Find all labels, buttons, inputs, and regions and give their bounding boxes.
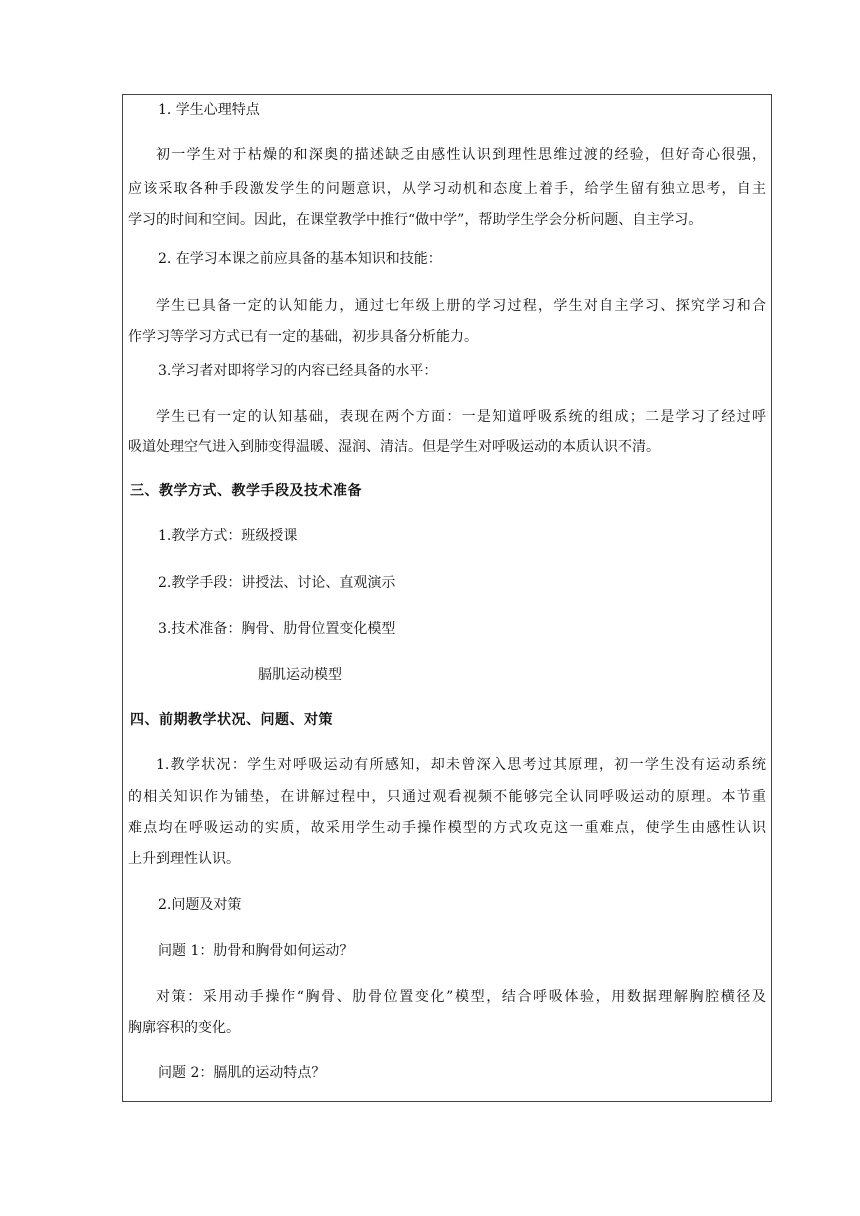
section4-heading: 四、前期教学状况、问题、对策 xyxy=(130,712,333,728)
item3-body-line-2: 吸道处理空气进入到肺变得温暖、湿润、清洁。但是学生对呼吸运动的本质认识不清。 xyxy=(128,439,660,455)
tech-preparation-extra: 膈肌运动模型 xyxy=(258,667,342,683)
item2-title: 2. 在学习本课之前应具备的基本知识和技能： xyxy=(158,251,442,267)
solution-1-line-1: 对策：采用动手操作“胸骨、肋骨位置变化”模型，结合呼吸体验，用数据理解胸腔横径及 xyxy=(156,989,766,1005)
item2-body-line-2: 作学习等学习方式已有一定的基础，初步具备分析能力。 xyxy=(128,329,478,345)
status-body-line-4: 上升到理性认识。 xyxy=(128,851,240,867)
status-body-line-1: 1.教学状况：学生对呼吸运动有所感知，却未曾深入思考过其原理，初一学生没有运动系统 xyxy=(156,757,766,773)
item1-body-line-2: 应该采取各种手段激发学生的问题意识，从学习动机和态度上着手，给学生留有独立思考，自主 xyxy=(128,181,766,197)
item2-body-line-1: 学生已具备一定的认知能力，通过七年级上册的学习过程，学生对自主学习、探究学习和合 xyxy=(156,298,766,314)
teaching-means: 2.教学手段：讲授法、讨论、直观演示 xyxy=(158,575,396,591)
solution-1-line-2: 胸廓容积的变化。 xyxy=(128,1020,240,1036)
teaching-method: 1.教学方式：班级授课 xyxy=(158,528,298,544)
status-body-line-3: 难点均在呼吸运动的实质，故采用学生动手操作模型的方式攻克这一重难点，使学生由感性认识 xyxy=(128,820,766,836)
item3-body-line-1: 学生已有一定的认知基础，表现在两个方面：一是知道呼吸系统的组成；二是学习了经过呼 xyxy=(156,409,766,425)
item1-body-line-1: 初一学生对于枯燥的和深奥的描述缺乏由感性认识到理性思维过渡的经验，但好奇心很强， xyxy=(156,147,766,163)
item1-body-line-3: 学习的时间和空间。因此，在课堂教学中推行“做中学”，帮助学生学会分析问题、自主学习。 xyxy=(128,212,703,228)
tech-preparation: 3.技术准备：胸骨、肋骨位置变化模型 xyxy=(158,621,396,637)
problem-2: 问题 2：膈肌的运动特点？ xyxy=(158,1065,326,1081)
problems-title: 2.问题及对策 xyxy=(158,897,242,913)
section3-heading: 三、教学方式、教学手段及技术准备 xyxy=(130,483,362,499)
problem-1: 问题 1：肋骨和胸骨如何运动？ xyxy=(158,943,354,959)
item3-title: 3.学习者对即将学习的内容已经具备的水平： xyxy=(158,363,438,379)
item1-title: 1. 学生心理特点 xyxy=(158,102,260,118)
status-body-line-2: 的相关知识作为铺垫，在讲解过程中，只通过观看视频不能够完全认同呼吸运动的原理。本节重 xyxy=(128,789,766,805)
